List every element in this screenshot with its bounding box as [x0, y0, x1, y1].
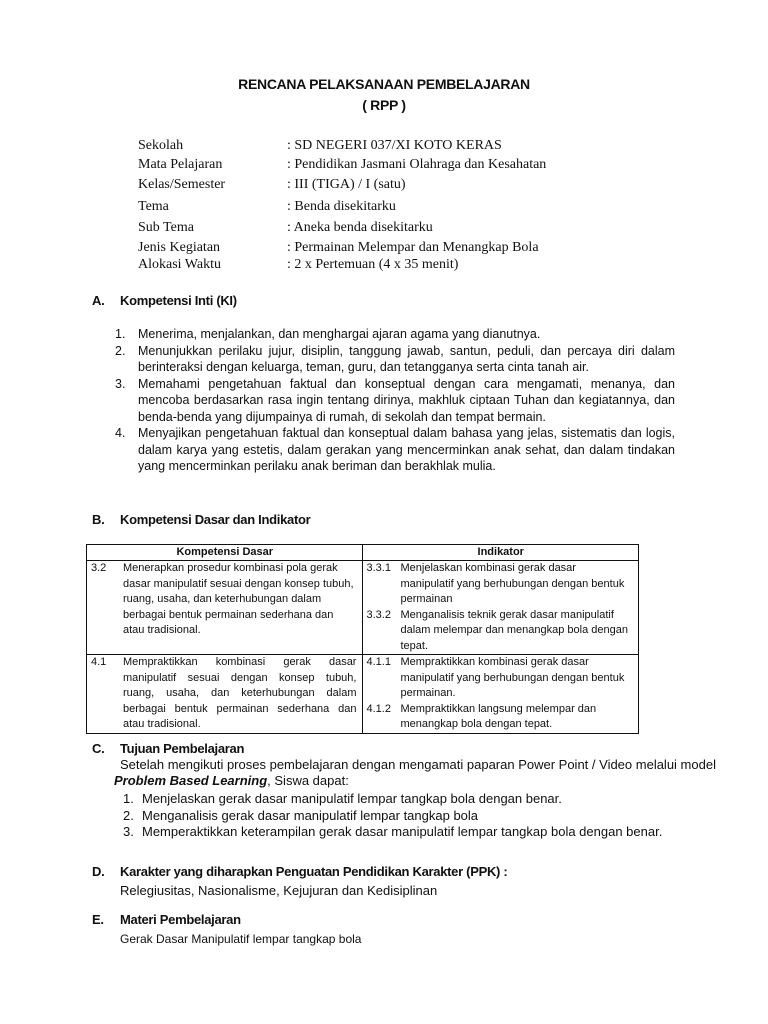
section-letter: D.: [92, 864, 105, 879]
identity-label: Sekolah: [138, 138, 184, 153]
identity-value: : Pendidikan Jasmani Olahraga dan Kesahatan: [287, 157, 547, 172]
identity-label: Kelas/Semester: [138, 177, 226, 192]
indicator-text: Mempraktikkan kombinasi gerak dasar manipulatif yang berhubungan dengan bentuk permainan.: [400, 656, 625, 699]
model-name: Problem Based Learning: [114, 773, 268, 788]
section-c-heading: [92, 741, 244, 756]
section-d-heading: [92, 864, 507, 879]
list-number: 1.: [123, 791, 134, 806]
indicator-item: [363, 655, 638, 702]
identity-value: : Benda disekitarku: [287, 199, 396, 214]
kd-indikator-table: [86, 544, 639, 734]
table-header-indikator: Indikator: [363, 545, 639, 561]
kd-code: 3.2: [91, 562, 107, 574]
kd-code: 4.1: [91, 656, 107, 668]
document-subtitle: ( RPP ): [362, 97, 406, 113]
list-item: [115, 343, 675, 376]
list-number: 1.: [115, 327, 126, 341]
table-row: [87, 655, 639, 734]
identity-label: Alokasi Waktu: [138, 257, 221, 272]
list-text: Memperaktikkan keterampilan gerak dasar manipulatif lempar tangkap bola dengan benar.: [142, 824, 663, 839]
section-e-heading: [92, 912, 241, 927]
section-title: Materi Pembelajaran: [120, 912, 241, 927]
identity-value: : Permainan Melempar dan Menangkap Bola: [287, 240, 539, 255]
list-text: Memahami pengetahuan faktual dan konseptual dengan cara mengamati, menanya, dan mencoba berdasarkan rasa ingin tentang dirinya, makhluk ciptaan Tuhan dan kegiatannya, dan benda-benda yang dijumpainya di rumah, di sekolah dan tempat bermain.: [138, 376, 675, 424]
kd-text: Menerapkan prosedur kombinasi pola gerak dasar manipulatif sesuai dengan konsep tubuh, ruang, usaha, dan keterhubungan dalam berbagai bentuk permainan sederhana dan atau tradisional.: [123, 562, 354, 636]
list-item: [115, 425, 675, 475]
list-number: 4.: [115, 426, 126, 440]
materi-text: Gerak Dasar Manipulatif lempar tangkap bola: [120, 932, 362, 946]
section-title: Kompetensi Inti (KI): [120, 293, 237, 308]
identity-label: Sub Tema: [138, 220, 194, 235]
identity-value: : SD NEGERI 037/XI KOTO KERAS: [287, 138, 502, 153]
indicator-item: [363, 608, 638, 655]
list-text: Menerima, menjalankan, dan menghargai ajaran agama yang dianutnya.: [138, 327, 541, 341]
indikator-cell: [363, 655, 639, 734]
indicator-code: 4.1.2: [366, 702, 391, 715]
section-title: Karakter yang diharapkan Penguatan Pendidikan Karakter (PPK) :: [120, 864, 508, 879]
section-b-heading: [92, 512, 310, 527]
indicator-code: 3.3.2: [366, 608, 391, 621]
indicator-item: [363, 561, 638, 608]
list-item: [115, 376, 675, 426]
identity-label: Mata Pelajaran: [138, 157, 223, 172]
table-header-row: [87, 545, 639, 561]
ppk-text: Relegiusitas, Nasionalisme, Kejujuran dan Kedisiplinan: [120, 883, 438, 898]
indicator-code: 3.3.1: [366, 562, 391, 574]
indikator-cell: [363, 561, 639, 655]
identity-value: : III (TIGA) / I (satu): [287, 177, 406, 192]
section-letter: A.: [92, 293, 105, 308]
indicator-text: Mempraktikkan langsung melempar dan menangkap bola dengan tepat.: [400, 702, 597, 730]
indicator-text: Menjelaskan kombinasi gerak dasar manipulatif yang berhubungan dengan bentuk permainan: [400, 562, 625, 605]
list-item: [123, 791, 723, 808]
indicator-item: [363, 702, 638, 733]
identity-value: : 2 x Pertemuan (4 x 35 menit): [287, 257, 459, 272]
tujuan-intro: Setelah mengikuti proses pembelajaran dengan mengamati paparan Power Point / Video melalui model: [120, 757, 716, 772]
section-letter: B.: [92, 512, 105, 527]
list-text: Menyajikan pengetahuan faktual dan konseptual dalam bahasa yang jelas, sistematis dan logis, dalam karya yang estetis, dalam gerakan yang mencerminkan anak sehat, dan dalam tindakan yang mencerminkan perilaku anak beriman dan berakhlak mulia.: [138, 426, 675, 473]
list-item: [123, 808, 723, 825]
list-number: 2.: [123, 807, 134, 823]
section-letter: C.: [92, 741, 105, 756]
tujuan-list: [123, 791, 723, 841]
model-suffix: , Siswa dapat:: [267, 773, 349, 788]
section-title: Tujuan Pembelajaran: [120, 741, 245, 756]
kd-text: Mempraktikkan kombinasi gerak dasar manipulatif sesuai dengan konsep tubuh, ruang, usaha, dan keterhubungan dalam berbagai bentuk permainan sederhana dan atau tradisional.: [123, 656, 357, 730]
list-text: Menunjukkan perilaku jujur, disiplin, tanggung jawab, santun, peduli, dan percaya diri dalam berinteraksi dengan keluarga, teman, guru, dan tetangganya serta cinta tanah air.: [138, 343, 675, 374]
identity-label: Tema: [138, 199, 169, 214]
list-text: Menganalisis gerak dasar manipulatif lempar tangkap bola: [142, 807, 479, 823]
list-item: [115, 326, 675, 343]
list-text: Menjelaskan gerak dasar manipulatif lempar tangkap bola dengan benar.: [142, 791, 562, 806]
table-header-kd: Kompetensi Dasar: [87, 545, 363, 561]
list-number: 3.: [115, 376, 126, 391]
section-letter: E.: [92, 912, 104, 927]
indicator-text: Menganalisis teknik gerak dasar manipulatif dalam melempar dan menangkap bola dengan tepat.: [400, 608, 628, 652]
tujuan-model-line: [114, 773, 349, 789]
kompetensi-inti-list: [115, 326, 675, 475]
document-title: RENCANA PELAKSANAAN PEMBELAJARAN: [238, 76, 530, 92]
identity-label: Jenis Kegiatan: [138, 240, 221, 255]
list-number: 3.: [123, 824, 134, 839]
section-title: Kompetensi Dasar dan Indikator: [120, 512, 311, 527]
section-a-heading: [92, 293, 237, 308]
list-number: 2.: [115, 343, 126, 358]
table-row: [87, 561, 639, 655]
kd-cell: [87, 655, 363, 734]
kd-cell: [87, 561, 363, 655]
indicator-code: 4.1.1: [366, 656, 391, 668]
identity-value: : Aneka benda disekitarku: [287, 220, 433, 235]
list-item: [123, 824, 723, 841]
